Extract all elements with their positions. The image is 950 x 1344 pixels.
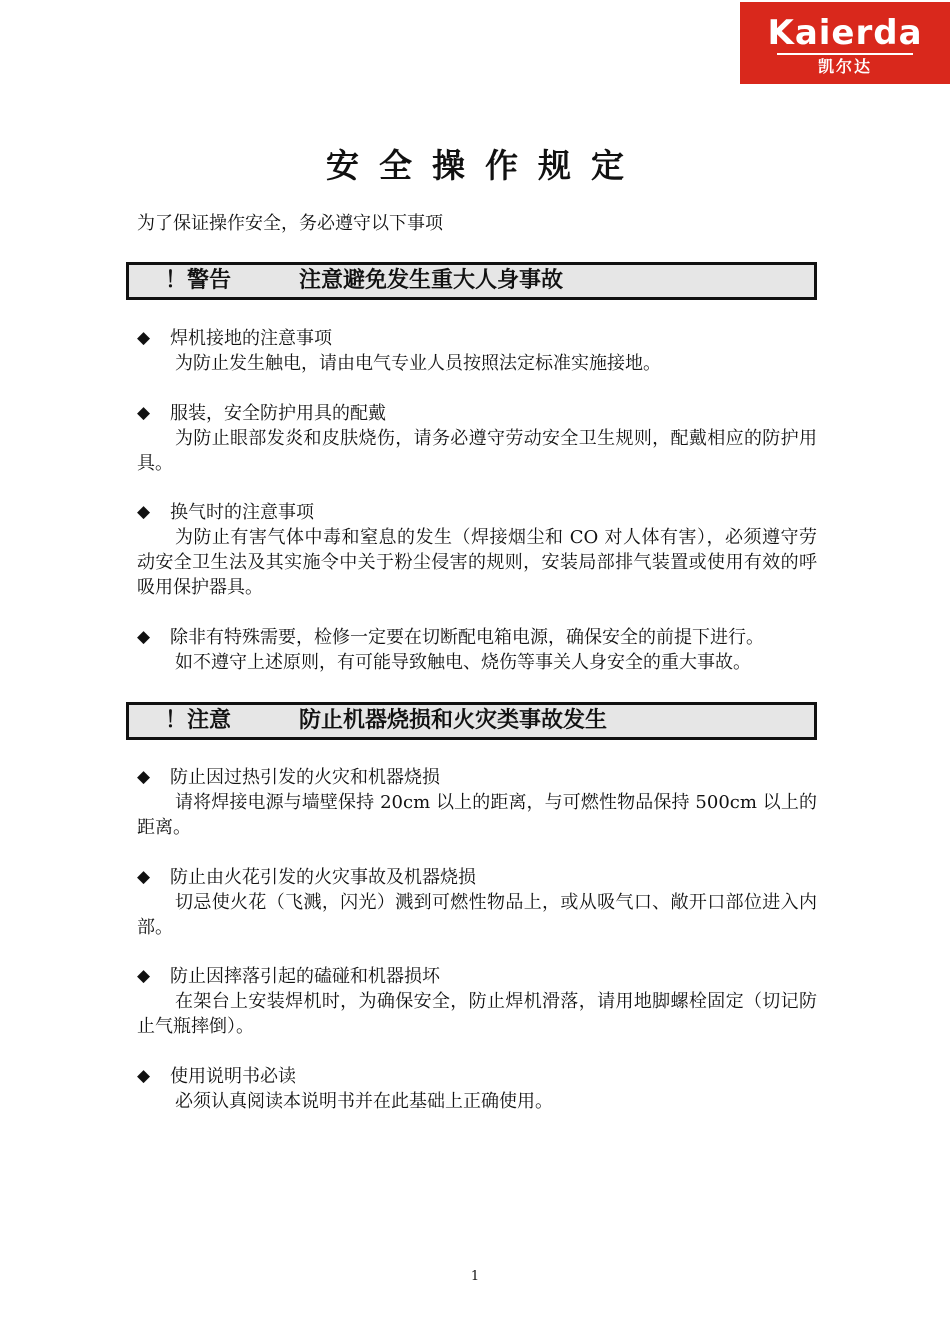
banner-kind: 警告 <box>187 268 232 293</box>
item-heading: 除非有特殊需要，检修一定要在切断配电箱电源，确保安全的前提下进行。 <box>170 627 764 648</box>
diamond-bullet-icon: ◆ <box>137 1066 151 1086</box>
diamond-bullet-icon: ◆ <box>137 502 151 522</box>
item-heading: 焊机接地的注意事项 <box>170 328 332 349</box>
diamond-bullet-icon: ◆ <box>137 966 151 986</box>
warning-banner <box>126 262 817 300</box>
exclamation-icon: ！ <box>165 268 188 293</box>
intro-text: 为了保证操作安全，务必遵守以下事项 <box>137 213 443 234</box>
item-heading: 换气时的注意事项 <box>170 502 314 523</box>
diamond-bullet-icon: ◆ <box>137 767 151 787</box>
item-heading: 服装，安全防护用具的配戴 <box>170 403 386 424</box>
diamond-bullet-icon: ◆ <box>137 328 151 348</box>
list-item <box>137 865 817 940</box>
list-item <box>137 326 817 376</box>
item-body: 如不遵守上述原则，有可能导致触电、烧伤等事关人身安全的重大事故。 <box>175 652 751 673</box>
diamond-bullet-icon: ◆ <box>137 867 151 887</box>
list-item <box>137 964 817 1039</box>
logo-underline <box>777 53 913 55</box>
item-heading: 防止因摔落引起的磕碰和机器损坏 <box>170 966 440 987</box>
brand-logo <box>740 2 950 84</box>
item-body: 切忌使火花（飞溅，闪光）溅到可燃性物品上，或从吸气口、敞开口部位进入内部。 <box>137 892 817 938</box>
item-body: 在架台上安装焊机时，为确保安全，防止焊机滑落，请用地脚螺栓固定（切记防止气瓶摔倒）。 <box>137 991 817 1037</box>
banner-heading: 注意避免发生重大人身事故 <box>299 268 564 293</box>
list-item <box>137 1064 817 1114</box>
logo-brand-cn: 凯尔达 <box>817 57 872 76</box>
list-item <box>137 765 817 840</box>
exclamation-icon: ！ <box>165 708 188 733</box>
list-item <box>137 625 817 675</box>
diamond-bullet-icon: ◆ <box>137 403 151 423</box>
banner-kind: 注意 <box>187 708 232 733</box>
item-body: 请将焊接电源与墙壁保持 20cm 以上的距离，与可燃性物品保持 500cm 以上的距离。 <box>137 792 817 838</box>
list-item <box>137 500 817 600</box>
item-body: 为防止有害气体中毒和窒息的发生（焊接烟尘和 CO 对人体有害），必须遵守劳动安全卫生法及其实施令中关于粉尘侵害的规则，安装局部排气装置或使用有效的呼吸用保护器具。 <box>137 527 817 598</box>
item-heading: 防止由火花引发的火灾事故及机器烧损 <box>170 867 476 888</box>
caution-banner <box>126 702 817 740</box>
item-heading: 使用说明书必读 <box>170 1066 296 1087</box>
diamond-bullet-icon: ◆ <box>137 627 151 647</box>
item-body: 为防止眼部发炎和皮肤烧伤，请务必遵守劳动安全卫生规则，配戴相应的防护用具。 <box>137 428 817 474</box>
logo-brand-en: Kaierda <box>767 13 923 53</box>
item-body: 必须认真阅读本说明书并在此基础上正确使用。 <box>175 1091 553 1112</box>
list-item <box>137 401 817 476</box>
page-number: 1 <box>470 1269 480 1284</box>
item-body: 为防止发生触电，请由电气专业人员按照法定标准实施接地。 <box>175 353 661 374</box>
page-title: 安全操作规定 <box>326 146 644 185</box>
banner-heading: 防止机器烧损和火灾类事故发生 <box>299 708 608 733</box>
item-heading: 防止因过热引发的火灾和机器烧损 <box>170 767 440 788</box>
